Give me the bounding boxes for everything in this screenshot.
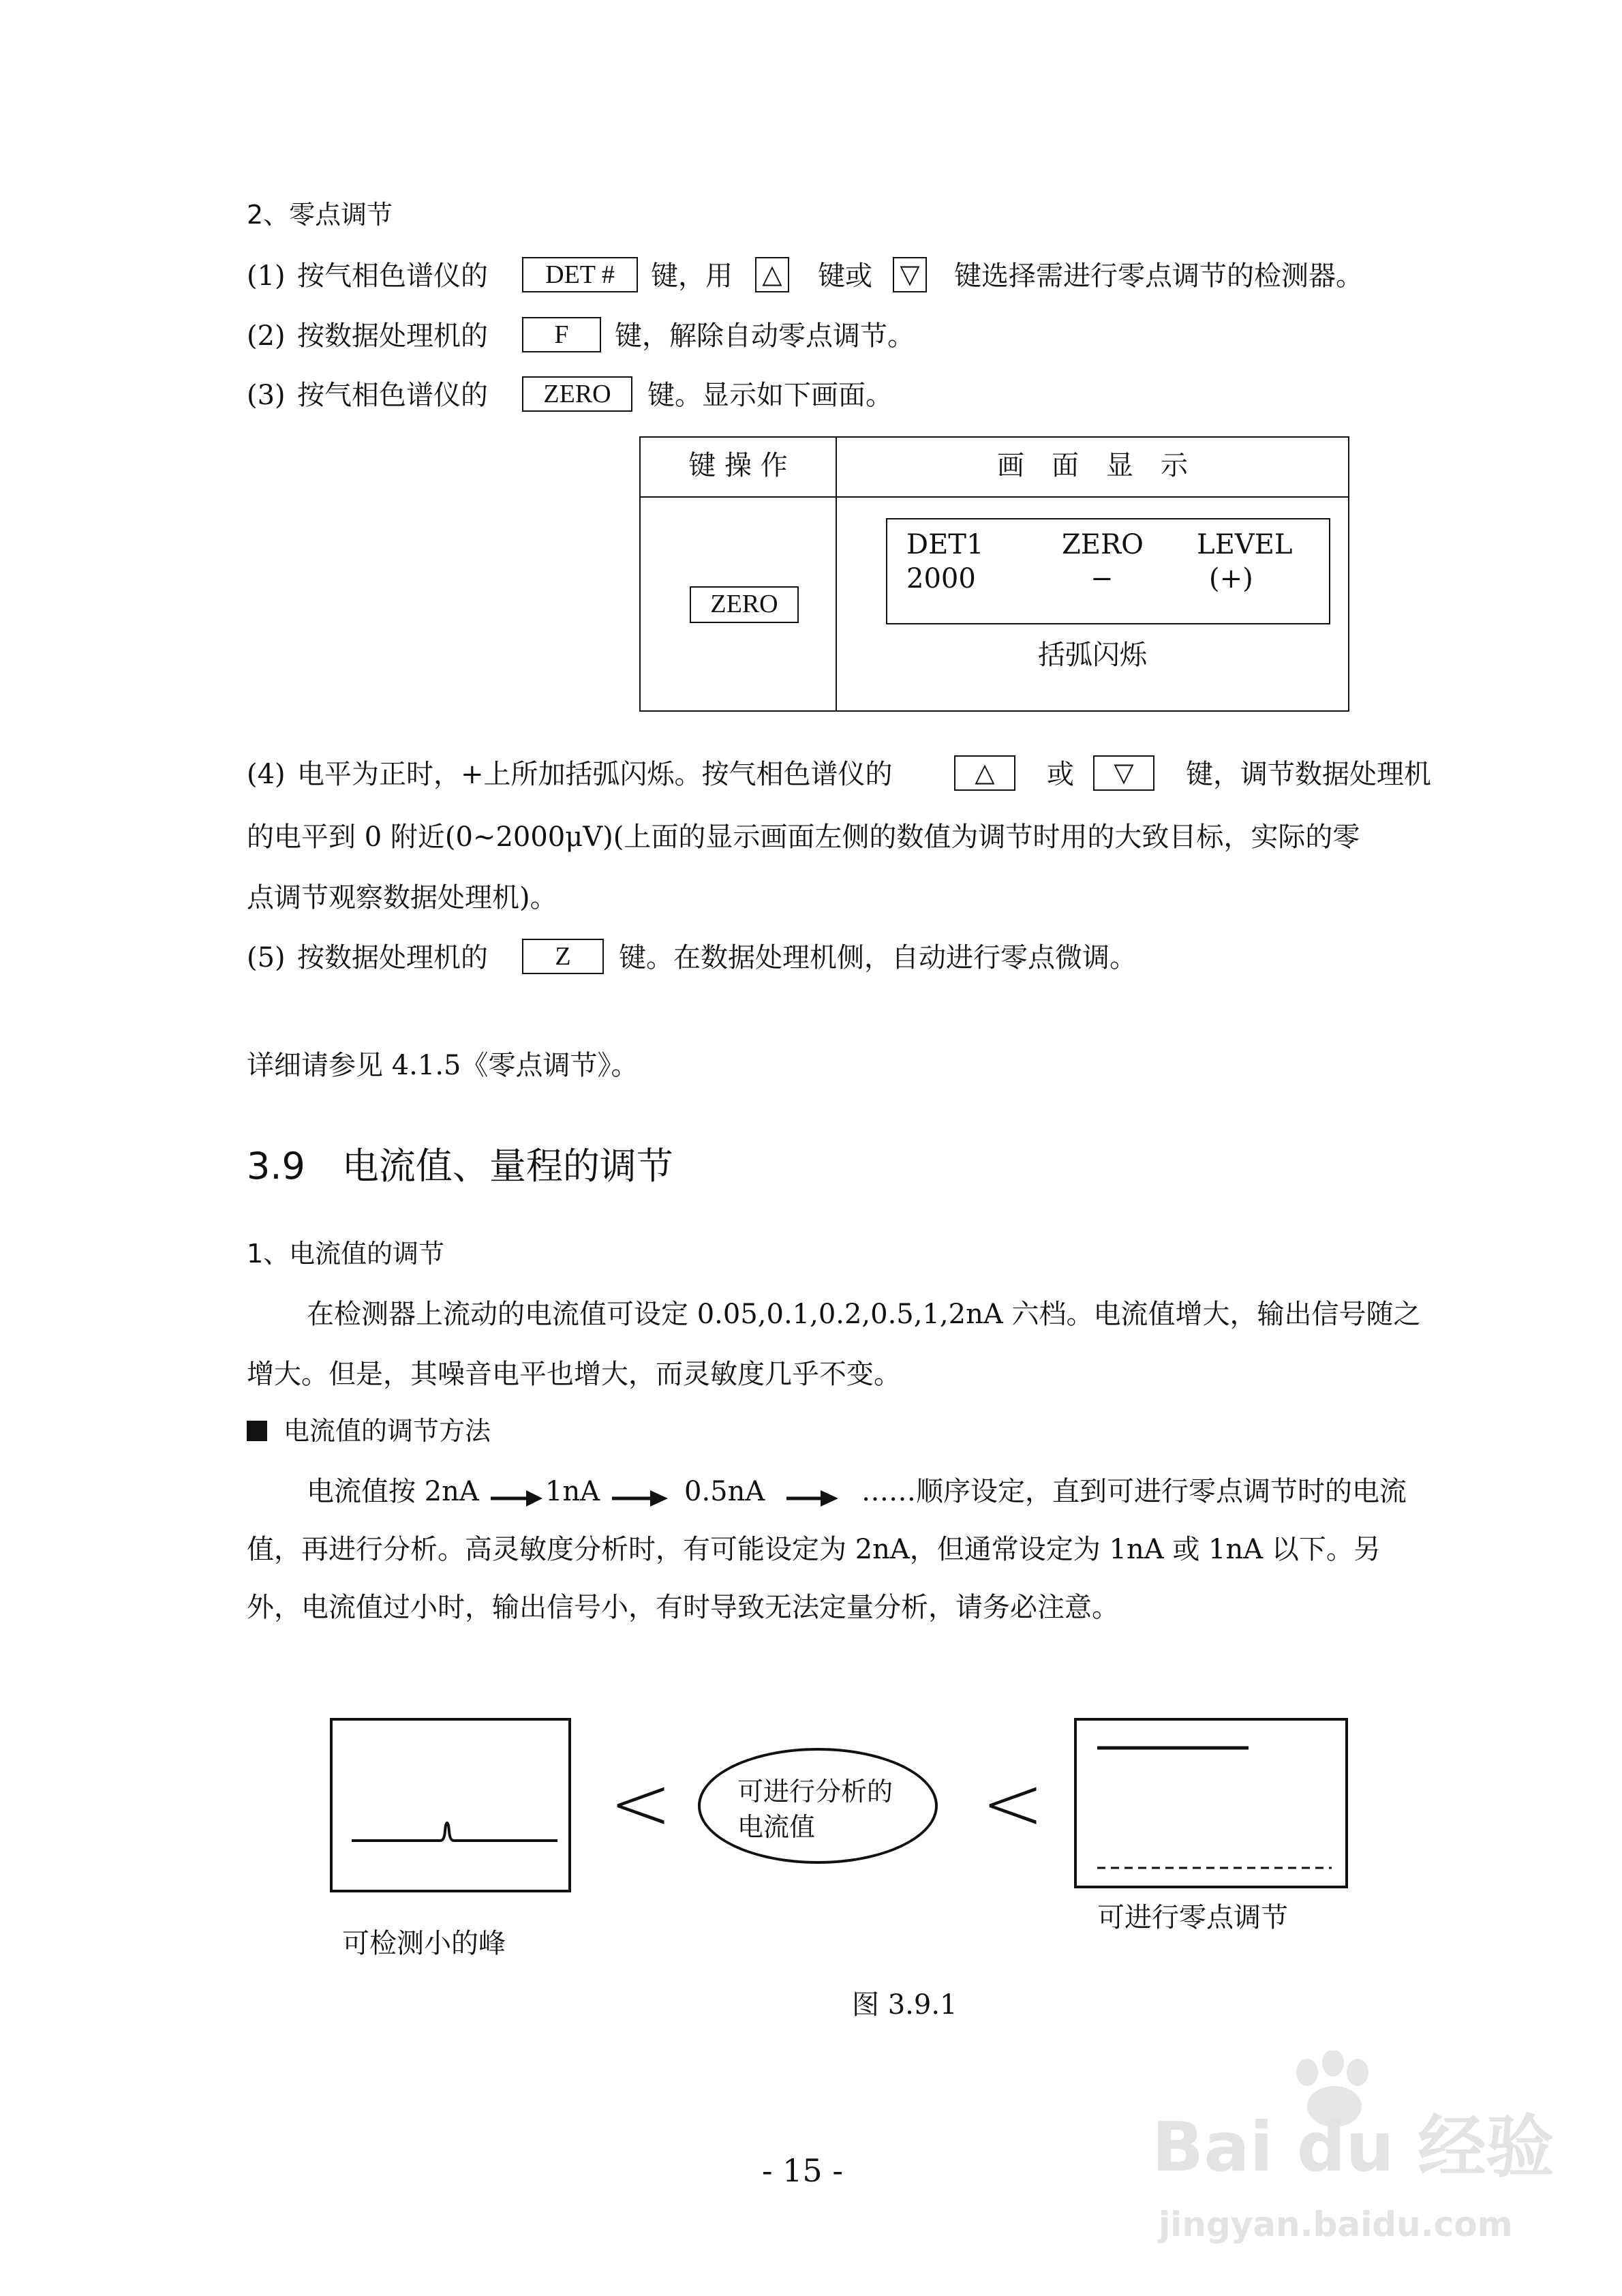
watermark-url: jingyan.baidu.com [1159, 2205, 1513, 2244]
key-display-table [639, 436, 1349, 712]
watermark-logo-text: Bai du 经验 [1152, 2107, 1555, 2187]
subheading-adjust-method-text: 电流值的调节方法 [284, 1416, 491, 1446]
step4-line2: 的电平到 0 附近(0~2000μV)(上面的显示画面左侧的数值为调节时用的大致目标，实际的零 [247, 821, 1360, 853]
less-than-sign-2: < [981, 1759, 1045, 1847]
table-zero-key: ZERO [690, 586, 799, 623]
display-screen [886, 518, 1330, 624]
display-zero: ZERO [1062, 529, 1144, 560]
step1-text-b: 键，用 [651, 260, 733, 292]
display-dash: − [1090, 563, 1114, 594]
figure-label: 图 3.9.1 [852, 1989, 958, 2021]
black-square-bullet [247, 1421, 267, 1441]
step1-text-c: 键或 [818, 260, 872, 292]
step2-text-a: 按数据处理机的 [297, 320, 488, 352]
step5-number: (5) [247, 942, 286, 973]
method-prefix: 电流值按 2nA [307, 1476, 479, 1507]
det-key: DET # [522, 257, 638, 292]
step1-number: (1) [247, 260, 286, 292]
section-title-3-9: 3.9 电流值、量程的调节 [247, 1145, 673, 1188]
subheading-adjust-method [247, 1416, 491, 1446]
step4-line3: 点调节观察数据处理机)。 [247, 882, 557, 913]
step4-text-c: 键，调节数据处理机 [1186, 759, 1431, 790]
section-heading-zero: 2、零点调节 [247, 200, 393, 230]
figure-right-caption: 可进行零点调节 [1097, 1902, 1288, 1933]
step3-text-a: 按气相色谱仪的 [297, 380, 488, 411]
method-suffix: ……顺序设定，直到可进行零点调节时的电流 [861, 1476, 1407, 1507]
display-plus-bracket: (+) [1209, 563, 1253, 594]
display-value: 2000 [906, 563, 976, 594]
step4-text-b: 或 [1047, 759, 1074, 790]
display-det1: DET1 [906, 529, 984, 560]
step1-text-a: 按气相色谱仪的 [297, 260, 488, 292]
ellipse-text-line2: 电流值 [737, 1812, 816, 1842]
z-key: Z [522, 939, 604, 974]
figure-left-caption: 可检测小的峰 [342, 1928, 506, 1959]
ellipse-text-line1: 可进行分析的 [737, 1777, 893, 1807]
step5-text-b: 键。在数据处理机侧，自动进行零点微调。 [619, 942, 1137, 973]
para1-line2: 增大。但是，其噪音电平也增大，而灵敏度几乎不变。 [247, 1359, 901, 1390]
step4-text-a: 电平为正时，+上所加括弧闪烁。按气相色谱仪的 [297, 759, 893, 790]
up-key: △ [755, 257, 789, 292]
method-value-05na: 0.5nA [684, 1476, 765, 1507]
display-level: LEVEL [1197, 529, 1293, 560]
step4-number: (4) [247, 759, 286, 790]
f-key: F [522, 317, 601, 352]
arrow-right-icon [611, 1483, 669, 1511]
subheading-current-value: 1、电流值的调节 [247, 1239, 445, 1269]
zero-key: ZERO [522, 376, 632, 412]
display-caption-blinking: 括弧闪烁 [1038, 639, 1147, 671]
step3-text-b: 键。显示如下画面。 [647, 380, 893, 411]
step1-text-d: 键选择需进行零点调节的检测器。 [954, 260, 1363, 292]
arrow-right-icon [785, 1483, 840, 1511]
down-key: ▽ [893, 257, 927, 292]
arrow-right-icon [489, 1483, 544, 1511]
step5-text-a: 按数据处理机的 [297, 942, 488, 973]
method-value-1na: 1nA [545, 1476, 600, 1507]
figure-analysis-current-ellipse [698, 1748, 938, 1864]
para1-line1: 在检测器上流动的电流值可设定 0.05,0.1,0.2,0.5,1,2nA 六档。电流值增大，输出信号随之 [307, 1299, 1421, 1330]
step3-number: (3) [247, 380, 286, 411]
up-key-step4: △ [954, 755, 1015, 791]
step2-text-b: 键，解除自动零点调节。 [615, 320, 915, 352]
method-line2: 值，再进行分析。高灵敏度分析时，有可能设定为 2nA，但通常设定为 1nA 或 1nA 以下。另 [247, 1534, 1381, 1565]
figure-zero-adjust-screen [1074, 1718, 1349, 1890]
step2-number: (2) [247, 320, 286, 352]
reference-note: 详细请参见 4.1.5《零点调节》。 [247, 1050, 639, 1081]
page-number: - 15 - [762, 2152, 843, 2189]
figure-small-peak-screen [330, 1718, 572, 1894]
table-header-screen-display: 画 面 显 示 [997, 450, 1188, 481]
down-key-step4: ▽ [1093, 755, 1154, 791]
less-than-sign-1: < [609, 1759, 673, 1847]
table-header-divider [641, 496, 1348, 498]
table-header-key-operation: 键 操 作 [688, 450, 788, 481]
method-line3: 外，电流值过小时，输出信号小，有时导致无法定量分析，请务必注意。 [247, 1592, 1119, 1623]
